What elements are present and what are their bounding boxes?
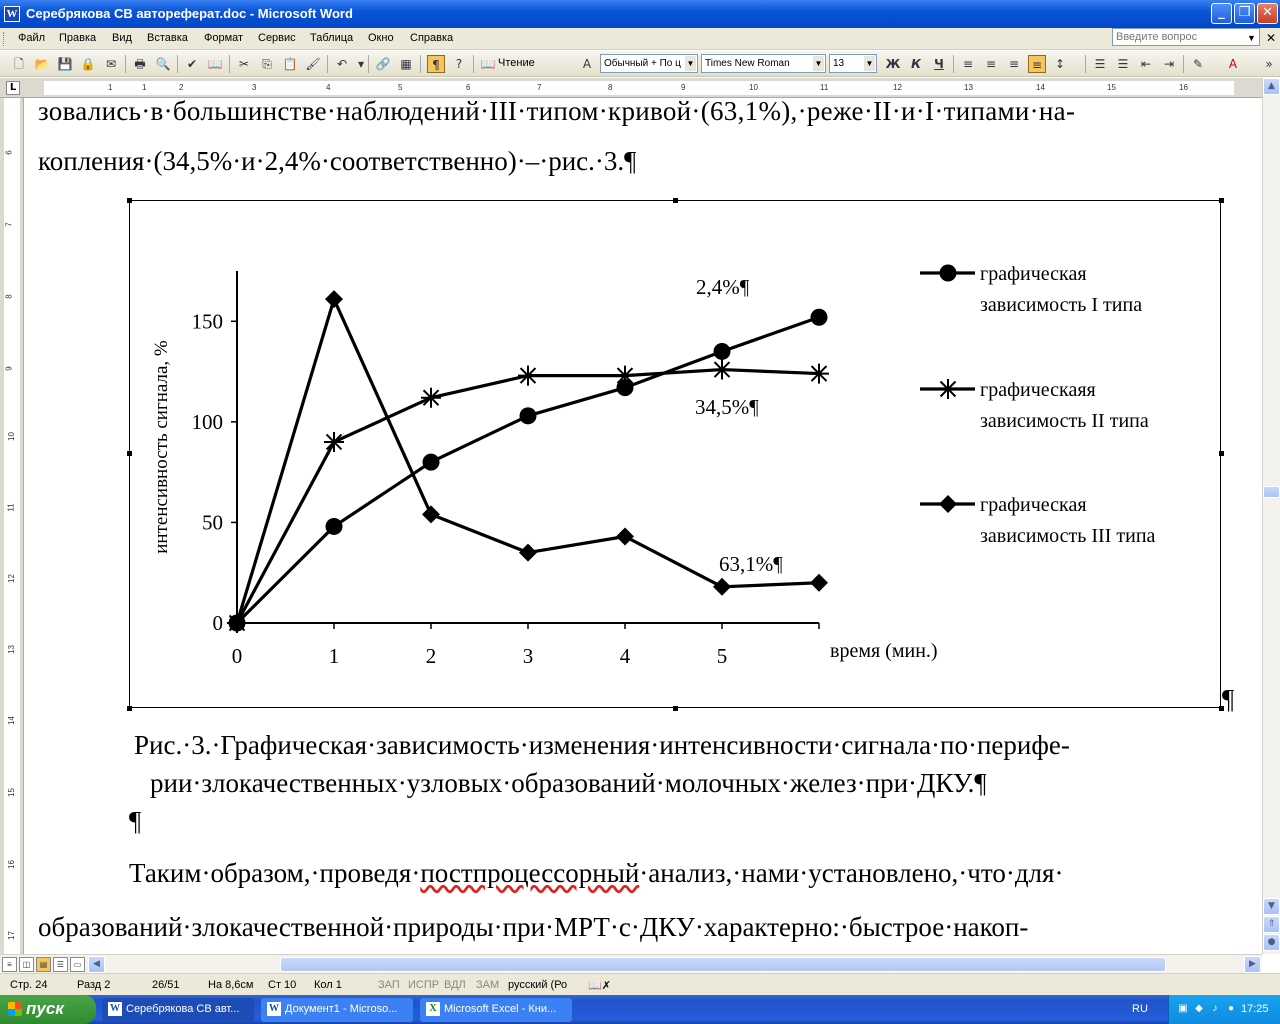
status-page: Стр. 24 xyxy=(10,979,48,991)
horizontal-ruler[interactable] xyxy=(0,78,1262,98)
ruler-number: 11 xyxy=(820,83,829,92)
legend-marker xyxy=(939,495,957,513)
scroll-down-button[interactable]: ▼ xyxy=(1263,898,1280,915)
underline-icon[interactable]: Ч xyxy=(934,57,944,71)
data-point-series-1 xyxy=(520,407,537,424)
paragraph-mark: ¶ xyxy=(1222,684,1235,714)
font-size-select[interactable] xyxy=(829,54,877,73)
network-icon[interactable]: ▣ xyxy=(1178,1003,1188,1014)
data-point-series-1 xyxy=(423,454,440,471)
toolbar-options-icon[interactable]: » xyxy=(1265,57,1273,71)
resize-handle[interactable] xyxy=(673,198,678,203)
menu-window[interactable]: Окно xyxy=(368,32,394,44)
align-left-icon[interactable]: ≡ xyxy=(962,57,974,71)
toolbar-separator xyxy=(420,55,421,73)
status-overtype[interactable]: ЗАМ xyxy=(476,979,500,991)
ruler-number: 12 xyxy=(6,574,16,583)
copy-icon[interactable]: ⎘ xyxy=(262,57,272,71)
paragraph-line: зовались·в·большинстве·наблюдений·III·типом·кривой·(63,1%),·реже·II·и·I·типами·на- xyxy=(38,98,1076,126)
data-point-series-1 xyxy=(811,309,828,326)
numbering-icon[interactable]: ☰ xyxy=(1094,57,1106,71)
ruler-number: 8 xyxy=(4,294,14,299)
menu-grip[interactable] xyxy=(3,32,6,46)
save-icon[interactable]: 💾 xyxy=(57,57,73,71)
y-tick-label: 0 xyxy=(212,611,223,635)
x-tick-label: 4 xyxy=(619,644,631,668)
ruler-number: 1 xyxy=(142,83,147,92)
y-tick-label: 50 xyxy=(202,510,223,535)
clock: 17:25 xyxy=(1241,1003,1269,1015)
undo-dropdown-icon[interactable]: ▾ xyxy=(357,57,365,71)
legend-label: графическаяя xyxy=(980,379,1096,401)
toolbar-separator xyxy=(327,55,328,73)
ruler-number: 4 xyxy=(326,83,331,92)
title-bar xyxy=(0,0,1280,28)
research-icon[interactable]: 📖 xyxy=(207,57,223,71)
data-point-series-3 xyxy=(422,505,440,523)
data-point-series-2 xyxy=(518,366,538,386)
data-point-series-1 xyxy=(714,343,731,360)
status-pages: 26/51 xyxy=(152,979,180,991)
align-right-icon[interactable]: ≡ xyxy=(1008,57,1020,71)
toolbar-separator xyxy=(1085,55,1086,73)
styles-pane-icon[interactable]: A xyxy=(582,57,592,71)
data-point-series-3 xyxy=(616,528,634,546)
word-icon: W xyxy=(110,1003,120,1014)
status-language: русский (Ро xyxy=(508,979,568,991)
menu-format[interactable]: Формат xyxy=(204,32,244,44)
bold-icon[interactable]: Ж xyxy=(885,57,901,71)
ruler-number: 17 xyxy=(6,931,16,940)
toolbar-separator xyxy=(1183,55,1184,73)
resize-handle[interactable] xyxy=(673,706,678,711)
scroll-right-button[interactable]: ▶ xyxy=(1244,956,1261,973)
restore-button[interactable]: ❐ xyxy=(1234,3,1255,24)
legend-label: графическая xyxy=(980,263,1087,285)
resize-handle[interactable] xyxy=(1219,198,1224,203)
taskbar xyxy=(0,995,1280,1024)
data-point-series-2 xyxy=(421,388,441,408)
style-value: Обычный + По ц xyxy=(604,58,681,69)
taskbar-item-excel[interactable] xyxy=(420,998,572,1022)
toolbar xyxy=(0,51,1280,77)
ruler-number: 14 xyxy=(6,716,16,725)
data-point-series-2 xyxy=(809,364,829,384)
print-preview-icon[interactable]: 🔍 xyxy=(155,57,171,71)
scroll-up-button[interactable]: ▲ xyxy=(1263,78,1280,95)
x-tick-label: 3 xyxy=(522,644,534,668)
paragraph-line: образований·злокачественной·природы·при·МРТ·с·ДКУ·характерно:·быстрое·накоп- xyxy=(38,912,1029,942)
status-section: Разд 2 xyxy=(77,979,111,991)
ruler-number: 9 xyxy=(681,83,686,92)
resize-handle[interactable] xyxy=(127,198,132,203)
font-color-icon[interactable]: A xyxy=(1228,57,1238,71)
legend-label: графическая xyxy=(980,494,1087,516)
start-button[interactable] xyxy=(0,995,96,1024)
outline-view-icon[interactable]: ☰ xyxy=(53,957,68,972)
paste-icon[interactable]: 📋 xyxy=(282,57,298,71)
ruler-number: 12 xyxy=(893,83,902,92)
scroll-left-button[interactable]: ◀ xyxy=(88,956,105,973)
font-select[interactable] xyxy=(701,54,826,73)
spelling-status-icon[interactable]: 📖✗ xyxy=(588,980,611,992)
chart-object[interactable] xyxy=(129,200,1221,708)
x-tick-label: 5 xyxy=(716,644,728,668)
ruler-number: 14 xyxy=(1036,83,1045,92)
email-icon[interactable]: ✉ xyxy=(105,57,117,71)
resize-handle[interactable] xyxy=(127,451,132,456)
x-tick-label: 1 xyxy=(328,644,340,668)
font-size-value: 13 xyxy=(833,58,845,69)
paragraph-line: копления·(34,5%·и·2,4%·соответственно)·–·рис.·3.¶ xyxy=(38,146,637,176)
taskbar-item-document1[interactable] xyxy=(261,998,413,1022)
ruler-number: 7 xyxy=(4,222,14,227)
legend-label: зависимость III типа xyxy=(980,525,1156,547)
chart-annotation: 63,1%¶ xyxy=(719,552,783,576)
close-button[interactable]: ✕ xyxy=(1257,3,1278,24)
new-document-icon[interactable]: 🗋 xyxy=(14,57,24,71)
ruler-number: 11 xyxy=(6,503,16,512)
spelling-icon[interactable]: ✔ xyxy=(186,57,198,71)
read-mode-label[interactable]: Чтение xyxy=(498,57,535,69)
line-spacing-icon[interactable]: ↕ xyxy=(1054,57,1066,71)
legend-label: зависимость I типа xyxy=(980,294,1143,316)
menu-view[interactable]: Вид xyxy=(112,32,132,44)
chart-annotation: 34,5%¶ xyxy=(695,395,759,419)
paragraph-mark: ¶ xyxy=(129,806,142,836)
ruler-number: 5 xyxy=(398,83,403,92)
hyperlink-icon[interactable]: 🔗 xyxy=(375,57,391,71)
legend-label: зависимость II типа xyxy=(980,410,1149,432)
help-search-input[interactable]: Введите вопрос xyxy=(1112,28,1260,46)
x-tick-label: 2 xyxy=(425,644,437,668)
toolbar-separator xyxy=(177,55,178,73)
status-extend[interactable]: ВДЛ xyxy=(444,979,466,991)
web-view-icon[interactable]: ◫ xyxy=(19,957,34,972)
antivirus-icon[interactable]: ● xyxy=(1227,1003,1235,1014)
status-position: На 8,6см xyxy=(208,979,254,991)
align-center-icon[interactable]: ≡ xyxy=(985,57,997,71)
style-select[interactable] xyxy=(600,54,698,73)
scroll-thumb[interactable] xyxy=(280,957,1166,972)
data-point-series-2 xyxy=(324,432,344,452)
toolbar-separator xyxy=(953,55,954,73)
language-indicator[interactable]: RU xyxy=(1132,1003,1148,1015)
status-bar xyxy=(0,973,1280,995)
cut-icon[interactable]: ✂ xyxy=(238,57,250,71)
chart-annotation: 2,4%¶ xyxy=(696,275,750,299)
document-close-icon[interactable]: ✕ xyxy=(1266,31,1277,45)
word-icon: W xyxy=(269,1003,279,1014)
minimize-button[interactable]: _ xyxy=(1211,3,1232,24)
window-title: Серебрякова СВ автореферат.doc - Microsoft Word xyxy=(26,6,353,21)
increase-indent-icon[interactable]: ⇥ xyxy=(1163,57,1175,71)
tables-icon[interactable]: ▦ xyxy=(400,57,412,71)
ruler-number: 7 xyxy=(537,83,542,92)
menu-bar xyxy=(0,28,1280,50)
volume-icon[interactable]: ♪ xyxy=(1212,1003,1218,1014)
ruler-number: 16 xyxy=(6,860,16,869)
justify-icon[interactable]: ≡ xyxy=(1028,55,1046,73)
security-icon[interactable]: ◆ xyxy=(1195,1003,1203,1014)
taskbar-item-word-doc[interactable] xyxy=(102,998,254,1022)
data-point-series-2 xyxy=(712,360,732,380)
help-icon[interactable]: ? xyxy=(455,57,463,71)
format-painter-icon[interactable]: 🖌 xyxy=(305,57,321,71)
ruler-number: 16 xyxy=(1179,83,1188,92)
status-column: Кол 1 xyxy=(314,979,342,991)
task-label: Документ1 - Microso... xyxy=(285,1003,398,1015)
menu-table[interactable]: Таблица xyxy=(310,32,354,44)
ruler-number: 10 xyxy=(749,83,758,92)
y-axis-title: интенсивность сигнала, % xyxy=(151,340,172,554)
open-folder-icon[interactable]: 📂 xyxy=(34,57,50,71)
word-app-icon[interactable]: W xyxy=(4,6,20,22)
text-run: ·анализ,·нами·установлено,·что·для· xyxy=(639,858,1064,888)
ruler-number: 6 xyxy=(466,83,471,92)
normal-view-icon[interactable]: ≡ xyxy=(2,957,17,972)
menu-insert[interactable]: Вставка xyxy=(147,32,188,44)
ruler-number: 2 xyxy=(179,83,184,92)
task-label: Серебрякова СВ авт... xyxy=(126,1003,240,1015)
ruler-number: 3 xyxy=(252,83,257,92)
line-chart xyxy=(130,201,1222,709)
show-formatting-icon[interactable]: ¶ xyxy=(427,55,445,73)
ruler-number: 9 xyxy=(4,366,14,371)
menu-file[interactable]: Файл xyxy=(18,32,46,44)
ruler-number: 15 xyxy=(1107,83,1116,92)
legend-marker xyxy=(940,265,957,282)
vertical-scrollbar[interactable] xyxy=(1262,78,1280,954)
y-tick-label: 150 xyxy=(191,309,223,334)
figure-caption-line: Рис.·3.·Графическая·зависимость·изменения·интенсивности·сигнала·по·перифе- xyxy=(134,730,1070,760)
print-icon[interactable]: 🖶 xyxy=(134,57,146,71)
italic-icon[interactable]: К xyxy=(911,57,921,71)
ruler-number: 10 xyxy=(6,432,16,441)
ruler-number: 13 xyxy=(964,83,973,92)
toolbar-separator xyxy=(125,55,126,73)
ruler-number: 1 xyxy=(108,83,113,92)
text-run: Таким·образом,·проведя· xyxy=(129,858,421,888)
vertical-ruler[interactable] xyxy=(0,98,24,954)
toolbar-separator xyxy=(473,55,474,73)
reading-view-icon[interactable]: ▭ xyxy=(70,957,85,972)
figure-caption-line: рии·злокачественных·узловых·образований·молочных·желез·при·ДКУ.¶ xyxy=(150,768,987,798)
status-record[interactable]: ЗАП xyxy=(378,979,400,991)
x-axis-title: время (мин.) xyxy=(830,640,938,662)
browse-object-button[interactable]: ● xyxy=(1263,934,1280,951)
tab-selector[interactable]: L xyxy=(6,81,20,95)
menu-tools[interactable]: Сервис xyxy=(258,32,296,44)
ruler-number: 8 xyxy=(608,83,613,92)
ruler-number: 15 xyxy=(6,788,16,797)
toolbar-separator xyxy=(368,55,369,73)
help-dropdown-icon[interactable]: ▼ xyxy=(1247,33,1256,43)
windows-logo-icon xyxy=(8,1002,22,1016)
x-tick-label: 0 xyxy=(231,644,243,668)
resize-handle[interactable] xyxy=(1219,451,1224,456)
previous-page-button[interactable]: ⇑ xyxy=(1263,916,1280,933)
undo-icon[interactable]: ↶ xyxy=(336,57,348,71)
task-label: Microsoft Excel - Кни... xyxy=(444,1003,557,1015)
excel-icon: X xyxy=(426,1002,440,1016)
print-layout-icon[interactable]: ▤ xyxy=(36,957,51,972)
menu-edit[interactable]: Правка xyxy=(59,32,97,44)
data-point-series-3 xyxy=(810,574,828,592)
chevron-down-icon[interactable]: ▼ xyxy=(864,56,875,71)
paragraph-line xyxy=(129,858,1063,889)
status-line: Ст 10 xyxy=(268,979,297,991)
scroll-thumb[interactable] xyxy=(1263,486,1280,498)
ruler-number: 13 xyxy=(6,645,16,654)
font-value: Times New Roman xyxy=(705,58,790,69)
series-line-1 xyxy=(237,317,819,623)
document-page[interactable] xyxy=(25,98,1262,954)
ruler-strip xyxy=(44,81,1234,95)
decrease-indent-icon[interactable]: ⇤ xyxy=(1140,57,1152,71)
bullets-icon[interactable]: ☰ xyxy=(1117,57,1129,71)
highlight-icon[interactable]: ✎ xyxy=(1192,57,1204,71)
data-point-series-2 xyxy=(615,366,635,386)
start-label: пуск xyxy=(26,999,64,1018)
read-mode-icon[interactable]: 📖 xyxy=(480,57,496,71)
legend-marker xyxy=(938,379,958,399)
spelling-error-word[interactable]: постпроцессорный xyxy=(420,858,640,888)
data-point-series-1 xyxy=(326,518,343,535)
chevron-down-icon[interactable]: ▼ xyxy=(813,56,824,71)
chevron-down-icon[interactable]: ▼ xyxy=(685,56,696,71)
y-tick-label: 100 xyxy=(191,409,223,434)
status-track-changes[interactable]: ИСПР xyxy=(408,979,440,991)
horizontal-scrollbar[interactable] xyxy=(0,954,1262,973)
data-point-series-3 xyxy=(519,544,537,562)
menu-help[interactable]: Справка xyxy=(410,32,454,44)
data-point-series-3 xyxy=(325,290,343,308)
permission-icon[interactable]: 🔒 xyxy=(80,57,96,71)
toolbar-separator xyxy=(229,55,230,73)
ruler-number: 6 xyxy=(4,150,14,155)
data-point-series-3 xyxy=(713,578,731,596)
resize-handle[interactable] xyxy=(127,706,132,711)
system-tray xyxy=(1168,995,1280,1024)
